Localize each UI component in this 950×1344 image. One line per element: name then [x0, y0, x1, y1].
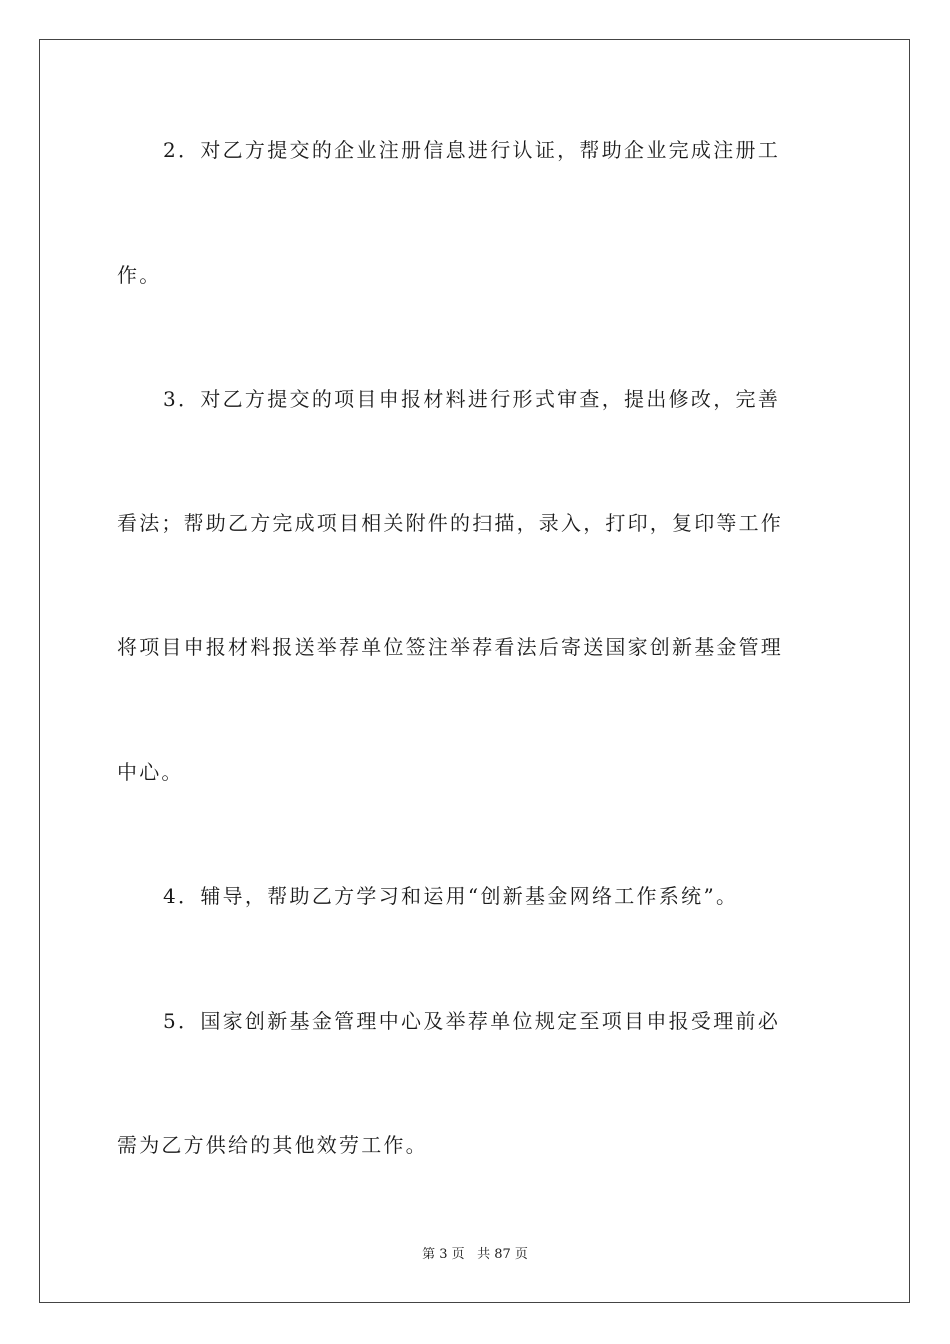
paragraph-2-line-1: 2．对乙方提交的企业注册信息进行认证，帮助企业完成注册工: [163, 138, 781, 162]
paragraph-3-line-3: 将项目申报材料报送举荐单位签注举荐看法后寄送国家创新基金管理: [117, 635, 783, 659]
paragraph-5-line-2: 需为乙方供给的其他效劳工作。: [117, 1133, 428, 1157]
paragraph-5-line-1: 5．国家创新基金管理中心及举荐单位规定至项目申报受理前必: [163, 1009, 781, 1033]
page-number: 第 3 页: [422, 1247, 465, 1262]
paragraph-3-line-4: 中心。: [117, 760, 184, 784]
paragraph-4-line-1: 4．辅导，帮助乙方学习和运用“创新基金网络工作系统”。: [163, 884, 739, 908]
total-pages: 共 87 页: [477, 1247, 528, 1262]
paragraph-3-line-2: 看法；帮助乙方完成项目相关附件的扫描，录入，打印，复印等工作: [117, 511, 783, 535]
paragraph-3-line-1: 3．对乙方提交的项目申报材料进行形式审查，提出修改，完善: [163, 387, 781, 411]
page-border: [39, 39, 910, 1303]
paragraph-2-line-2: 作。: [117, 263, 162, 287]
page-footer: [0, 1247, 950, 1263]
